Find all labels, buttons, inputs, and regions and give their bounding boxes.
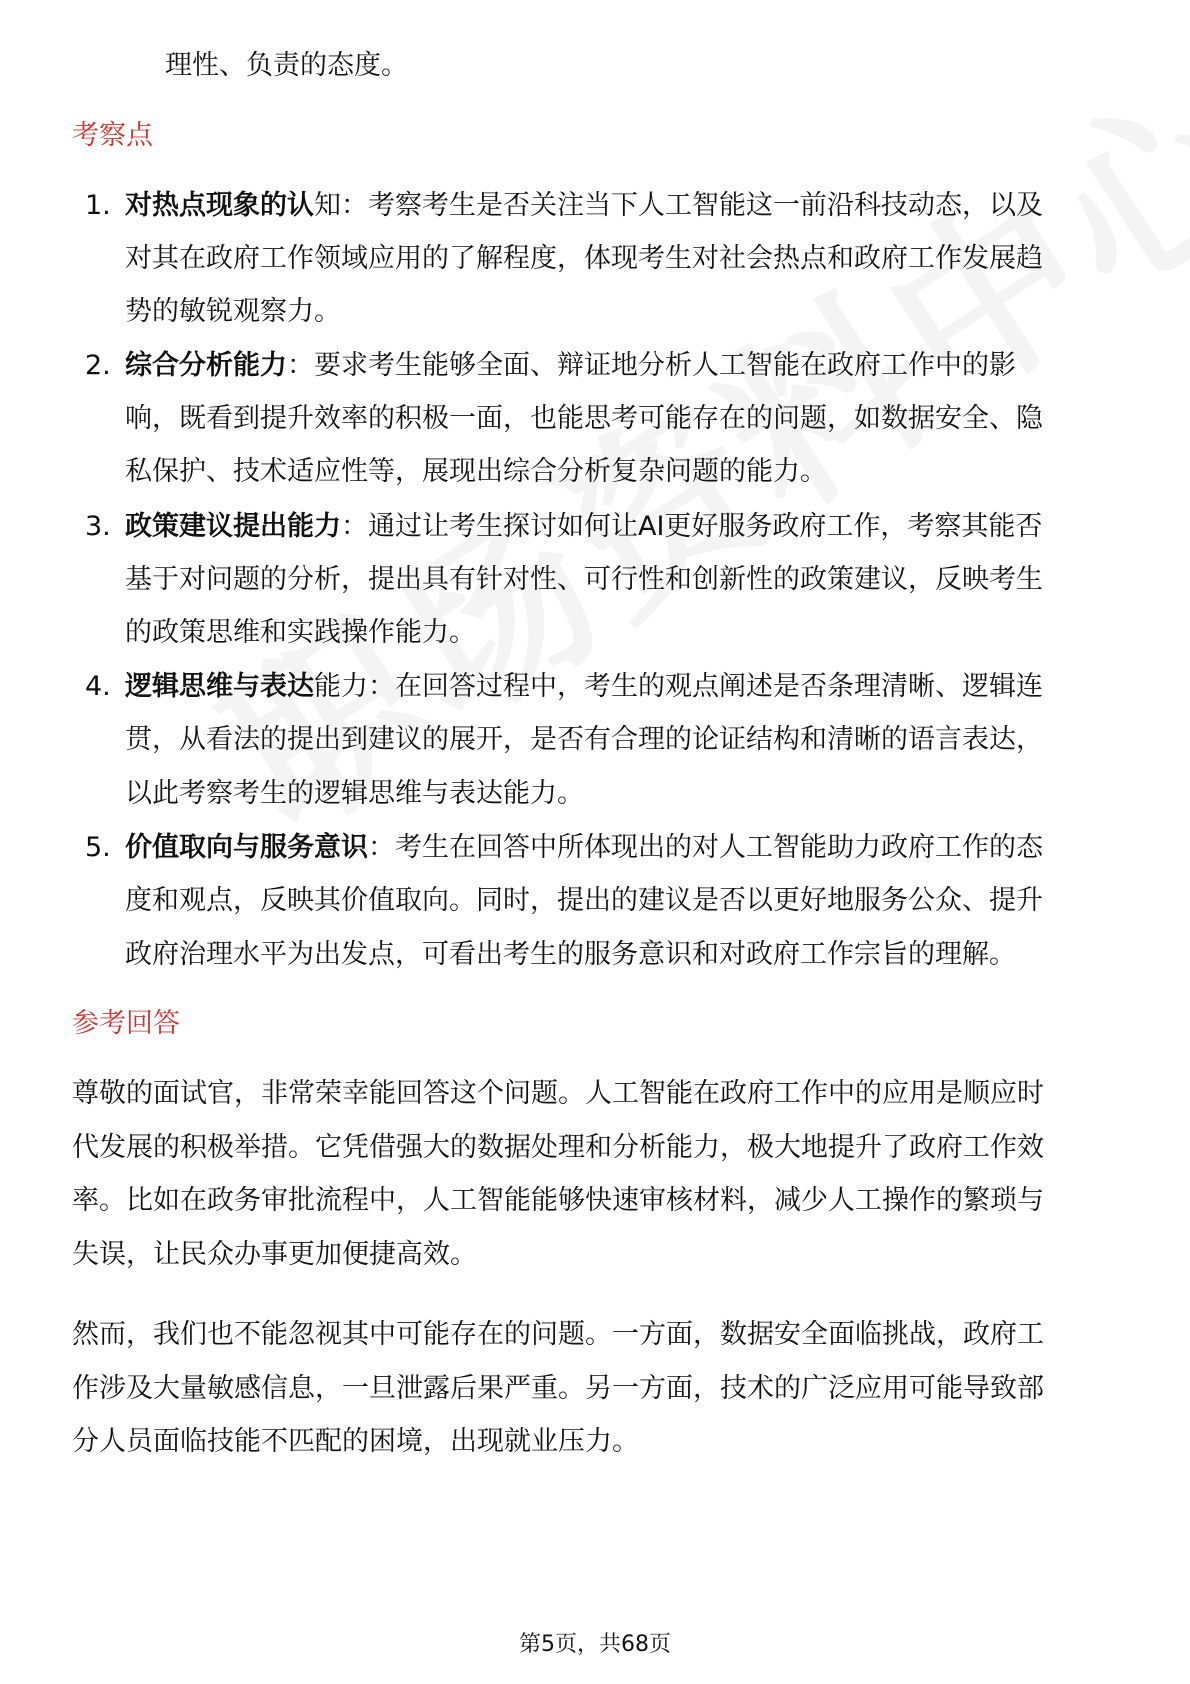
list-item-line: 对其在政府工作领域应用的了解程度，体现考生对社会热点和政府工作发展趋 — [125, 243, 1043, 274]
list-item-bold: 对热点现象的认 — [125, 190, 314, 221]
paragraph-line: 作涉及大量敏感信息，一旦泄露后果严重。另一方面，技术的广泛应用可能导致部 — [72, 1373, 1044, 1404]
intro-tail: 理性、负责的态度。 — [165, 50, 408, 81]
list-item-bold: 逻辑思维与表达 — [125, 671, 314, 702]
list-item-line: 基于对问题的分析，提出具有针对性、可行性和创新性的政策建议，反映考生 — [125, 564, 1043, 595]
list-item-number: 3. — [85, 511, 111, 542]
list-item-bold: 政策建议提出能力 — [125, 511, 341, 542]
list-item-bold: 价值取向与服务意识 — [125, 832, 368, 863]
list-item-text: ：考生在回答中所体现出的对人工智能助力政府工作的态 — [368, 832, 1043, 863]
list-item-text: 知：考察考生是否关注当下人工智能这一前沿科技动态，以及 — [314, 190, 1043, 221]
list-item-number: 4. — [85, 671, 111, 702]
list-item-text: ：通过让考生探讨如何让AI更好服务政府工作，考察其能否 — [341, 511, 1043, 542]
page-footer: 第5页，共68页 — [519, 1632, 671, 1657]
paragraph-line: 分人员面临技能不匹配的困境，出现就业压力。 — [72, 1426, 639, 1457]
list-item-line — [125, 507, 1042, 547]
list-item-bold: 综合分析能力 — [125, 350, 287, 381]
list-item-line: 势的敏锐观察力。 — [125, 296, 341, 327]
paragraph-line: 失误，让民众办事更加便捷高效。 — [72, 1239, 477, 1270]
list-item-line: 政府治理水平为出发点，可看出考生的服务意识和对政府工作宗旨的理解。 — [125, 939, 1016, 970]
section-heading-points: 考察点 — [72, 120, 153, 151]
list-item-line — [125, 186, 1043, 226]
list-item-number: 2. — [85, 350, 111, 381]
list-item-text: ：要求考生能够全面、辩证地分析人工智能在政府工作中的影 — [287, 350, 1016, 381]
paragraph-line: 然而，我们也不能忽视其中可能存在的问题。一方面，数据安全面临挑战，政府工 — [72, 1319, 1044, 1350]
section-heading-answer: 参考回答 — [72, 1008, 180, 1039]
list-item-line — [125, 667, 1043, 707]
list-item-line — [125, 828, 1043, 868]
list-item-text: 能力：在回答过程中，考生的观点阐述是否条理清晰、逻辑连 — [314, 671, 1043, 702]
paragraph-line: 代发展的积极举措。它凭借强大的数据处理和分析能力，极大地提升了政府工作效 — [72, 1132, 1044, 1163]
list-item-line: 的政策思维和实践操作能力。 — [125, 617, 476, 648]
list-item-line: 度和观点，反映其价值取向。同时，提出的建议是否以更好地服务公众、提升 — [125, 885, 1043, 916]
list-item-line: 贯，从看法的提出到建议的展开，是否有合理的论证结构和清晰的语言表达， — [125, 724, 1043, 755]
paragraph-line: 率。比如在政务审批流程中，人工智能能够快速审核材料，减少人工操作的繁琐与 — [72, 1185, 1044, 1216]
list-item-number: 5. — [85, 832, 111, 863]
list-item-line: 响，既看到提升效率的积极一面，也能思考可能存在的问题，如数据安全、隐 — [125, 403, 1043, 434]
list-item-number: 1. — [85, 190, 111, 221]
list-item-line — [125, 346, 1016, 386]
list-item-line: 以此考察考生的逻辑思维与表达能力。 — [125, 778, 584, 809]
list-item-line: 私保护、技术适应性等，展现出综合分析复杂问题的能力。 — [125, 456, 827, 487]
paragraph-line: 尊敬的面试官，非常荣幸能回答这个问题。人工智能在政府工作中的应用是顺应时 — [72, 1078, 1044, 1109]
